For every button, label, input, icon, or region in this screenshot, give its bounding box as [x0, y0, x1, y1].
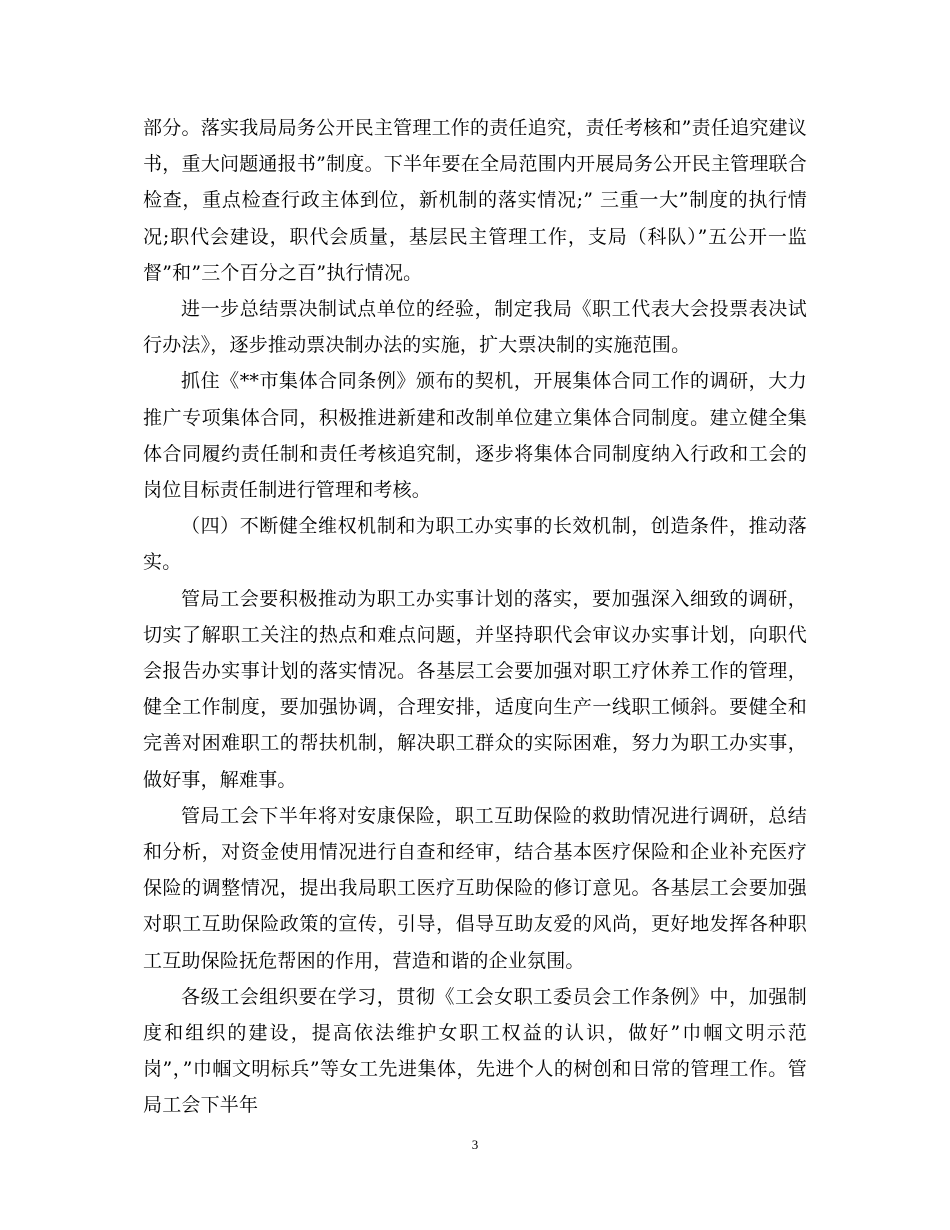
document-body	[143, 110, 807, 1124]
section-heading-4: （四）不断健全维权机制和为职工办实事的长效机制，创造条件，推动落实。	[143, 515, 807, 574]
paragraph-2: 进一步总结票决制试点单位的经验，制定我局《职工代表大会投票表决试行办法》，逐步推动票决制办法的实施，扩大票决制的实施范围。	[143, 298, 807, 357]
paragraph-1: 部分。落实我局局务公开民主管理工作的责任追究，责任考核和”责任追究建议书，重大问题通报书”制度。下半年要在全局范围内开展局务公开民主管理联合检查，重点检查行政主体到位，新机制的落实情况;” 三重一大”制度的执行情况;职代会建设，职代会质量，基层民主管理工作，支局（科队）”五公开一监督”和”三个百分之百”执行情况。	[143, 117, 807, 284]
page-number: 3	[471, 1137, 479, 1152]
paragraph-3: 抓住《**市集体合同条例》颁布的契机，开展集体合同工作的调研，大力推广专项集体合同，积极推进新建和改制单位建立集体合同制度。建立健全集体合同履约责任制和责任考核追究制，逐步将集体合同制度纳入行政和工会的岗位目标责任制进行管理和考核。	[143, 370, 807, 502]
paragraph-7: 各级工会组织要在学习，贯彻《工会女职工委员会工作条例》中，加强制度和组织的建设，提高依法维护女职工权益的认识，做好”巾帼文明示范岗”，”巾帼文明标兵”等女工先进集体，先进个人的树创和日常的管理工作。管局工会下半年	[143, 985, 807, 1117]
paragraph-5: 管局工会要积极推动为职工办实事计划的落实，要加强深入细致的调研，切实了解职工关注的热点和难点问题，并坚持职代会审议办实事计划，向职代会报告办实事计划的落实情况。各基层工会要加强对职工疗休养工作的管理，健全工作制度，要加强协调，合理安排，适度向生产一线职工倾斜。要健全和完善对困难职工的帮扶机制，解决职工群众的实际困难，努力为职工办实事，做好事，解难事。	[143, 587, 807, 791]
paragraph-6: 管局工会下半年将对安康保险，职工互助保险的救助情况进行调研，总结和分析，对资金使用情况进行自查和经审，结合基本医疗保险和企业补充医疗保险的调整情况，提出我局职工医疗互助保险的修订意见。各基层工会要加强对职工互助保险政策的宣传，引导，倡导互助友爱的风尚，更好地发挥各种职工互助保险抚危帮困的作用，营造和谐的企业氛围。	[143, 804, 807, 972]
